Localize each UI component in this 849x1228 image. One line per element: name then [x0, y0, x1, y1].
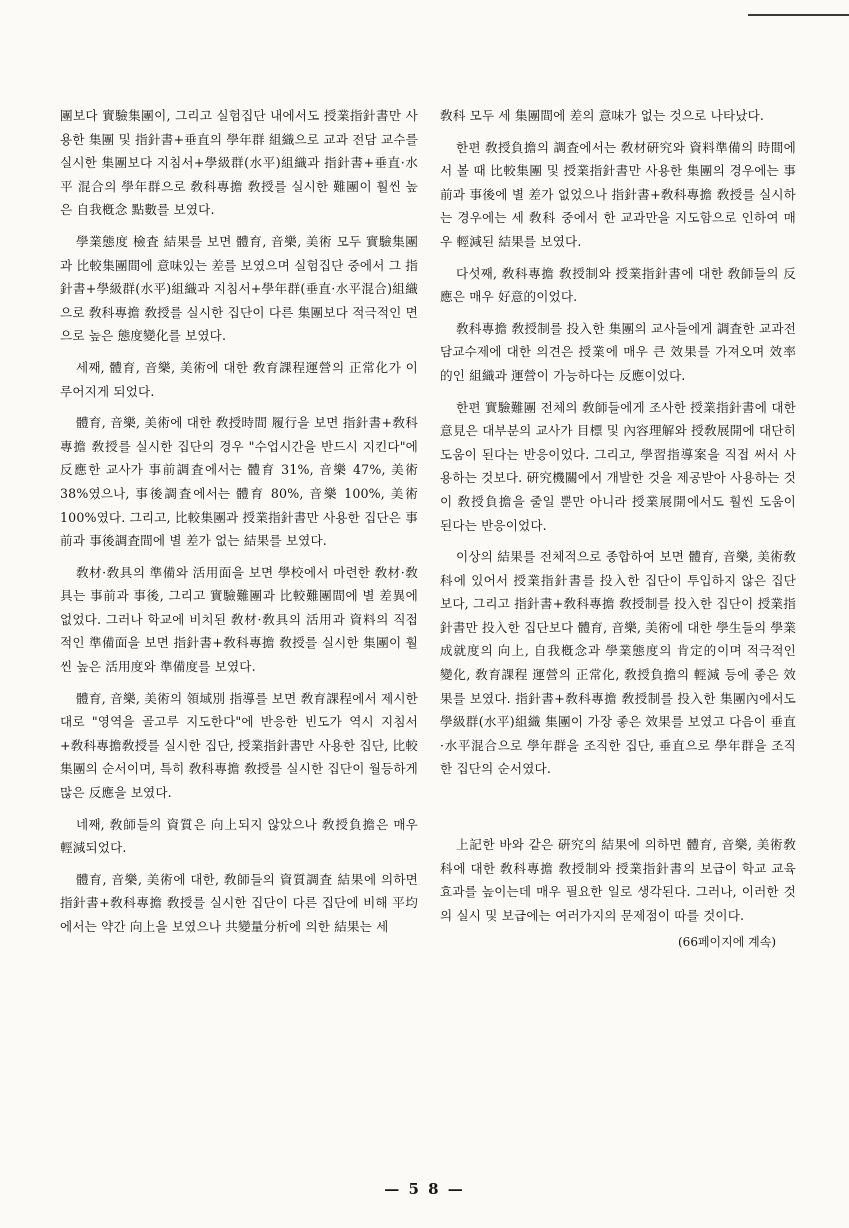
paragraph: 團보다 實驗集團이, 그리고 실험집단 내에서도 授業指針書만 사용한 集團 및 指針書+垂直의 學年群 組織으로 교과 전담 교수를 실시한 集團보다 지침서+學級群(水平)組織과 指針書+垂直·水平 混合의 學年群으로 敎科專擔 敎授를 실시한 難團이 훨씬 높은 自我槪念 點數를 보였다. [60, 108, 418, 218]
paragraph: 體育, 音樂, 美術에 대한, 敎師들의 資質調査 結果에 의하면 指針書+敎科專擔 敎授를 실시한 집단이 다른 집단에 비해 平均에서는 약간 向上을 보였으나 共變量分析에 의한 結果는 세 [60, 871, 418, 934]
paragraph: 體育, 音樂, 美術의 領域別 指導를 보면 敎育課程에서 제시한 대로 "영역을 골고루 지도한다"에 반응한 빈도가 역시 지침서+敎科專擔敎授를 실시한 집단, 授業指針書만 사용한 집단, 比較集團의 순서이며, 특히 敎科專擔 敎授를 실시한 집단이 월등하게 많은 反應을 보였다. [60, 690, 418, 801]
section-gap [440, 789, 796, 833]
left-column [60, 104, 418, 947]
paragraph: 한편 敎授負擔의 調査에서는 敎材硏究와 資料準備의 時間에서 볼 때 比較集團 및 授業指針書만 사용한 集團의 경우에는 事前과 事後에 별 差가 없었으나 指針書+敎科專擔 敎授를 실시하는 경우에는 세 敎科 중에서 한 교과만을 지도함으로 인하여 매우 輕減된 結果를 보였다. [440, 139, 796, 249]
header-rule [748, 14, 849, 16]
right-column [440, 104, 796, 950]
paragraph: 學業態度 檢査 結果를 보면 體育, 音樂, 美術 모두 實驗集團과 比較集團間에 意味있는 差를 보였으며 실험집단 중에서 그 指針書+學級群(水平)組織과 지침서+學年群(垂直·水平混合)組織으로 敎科專擔 敎授를 실시한 집단이 다른 集團보다 적극적인 면으로 높은 態度變化를 보였다. [60, 233, 418, 344]
paragraph: 한편 實驗難團 전체의 敎師들에게 조사한 授業指針書에 대한 意見은 대부분의 교사가 目標 및 內容理解와 授敎展開에 대단히 도움이 된다는 반응이었다. 그리고, 學習指導案을 직접 써서 사용하는 것보다. 硏究機關에서 개발한 것을 제공받아 사용하는 것이 敎授負擔을 줄일 뿐만 아니라 授業展開에서도 훨씬 도움이 된다는 반응이었다. [440, 399, 796, 533]
paragraph: 體育, 音樂, 美術에 대한 敎授時間 履行을 보면 指針書+敎科專擔 敎授를 실시한 집단의 경우 "수업시간을 반드시 지킨다"에 反應한 교사가 事前調査에서는 體育 31%, 音樂 47%, 美術 38%였으나, 事後調査에서는 體育 80%, 音樂 100%, 美術 100%였다. 그리고, 比較集團과 授業指針書만 사용한 집단은 事前과 事後調査間에 별 差가 없는 結果를 보였다. [60, 415, 418, 549]
continued-note: (66페이지에 계속) [678, 935, 776, 950]
conclusion-paragraph: 上記한 바와 같은 硏究의 結果에 의하면 體育, 音樂, 美術敎科에 대한 敎科專擔 敎授制와 授業指針書의 보급이 학교 교육 효과를 높이는데 매우 필요한 일로 생각된다. 그러나, 이러한 것의 실시 및 보급에는 여러가지의 문제점이 따를 것이다. [440, 837, 796, 923]
paragraph: 敎科專擔 敎授制를 投入한 集團의 교사들에게 調査한 교과전담교수제에 대한 의견은 授業에 매우 큰 效果를 가져오며 效率的인 組織과 運營이 가능하다는 反應이었다. [440, 320, 796, 383]
paragraph: 세째, 體育, 音樂, 美術에 대한 敎育課程運營의 正常化가 이루어지게 되었다. [60, 359, 418, 399]
page-number: — 5 8 — [384, 1180, 465, 1198]
paragraph: 이상의 結果를 전체적으로 종합하여 보면 體育, 音樂, 美術敎科에 있어서 授業指針書를 投入한 집단이 투입하지 않은 집단 보다, 그리고 指針書+敎科專擔 敎授制를 投入한 집단이 授業指針書만 投入한 집단보다 體育, 音樂, 美術에 대한 學生들의 學業成就度의 向上, 自我槪念과 學業態度의 肯定的이며 적극적인 變化, 敎育課程 運營의 正常化, 敎授負擔의 輕減 등에 좋은 效果를 보였다. 指針書+敎科專擔 敎授制를 投入한 集團內에서도 學級群(水平)組織 集團이 가장 좋은 效果를 보였고 다음이 垂直·水平混合으로 學年群을 조직한 집단, 垂直으로 學年群을 조직한 집단의 순서였다. [440, 549, 796, 777]
paragraph: 敎材·敎具의 準備와 活用面을 보면 學校에서 마련한 敎材·敎具는 事前과 事後, 그리고 實驗難團과 比較難團間에 별 差異에 없었다. 그러나 학교에 비치된 敎材·敎具의 活用과 資料의 직접적인 準備面을 보면 指針書+敎科專擔 敎授를 실시한 集團이 훨씬 높은 活用度와 準備度를 보였다. [60, 564, 418, 675]
paragraph: 네째, 敎師들의 資質은 向上되지 않았으나 敎授負擔은 매우 輕減되었다. [60, 816, 418, 856]
paragraph: 敎科 모두 세 集團間에 差의 意味가 없는 것으로 나타났다. [440, 108, 765, 123]
paragraph: 다섯째, 敎科專擔 敎授制와 授業指針書에 대한 敎師들의 反應은 매우 好意的이었다. [440, 265, 796, 305]
